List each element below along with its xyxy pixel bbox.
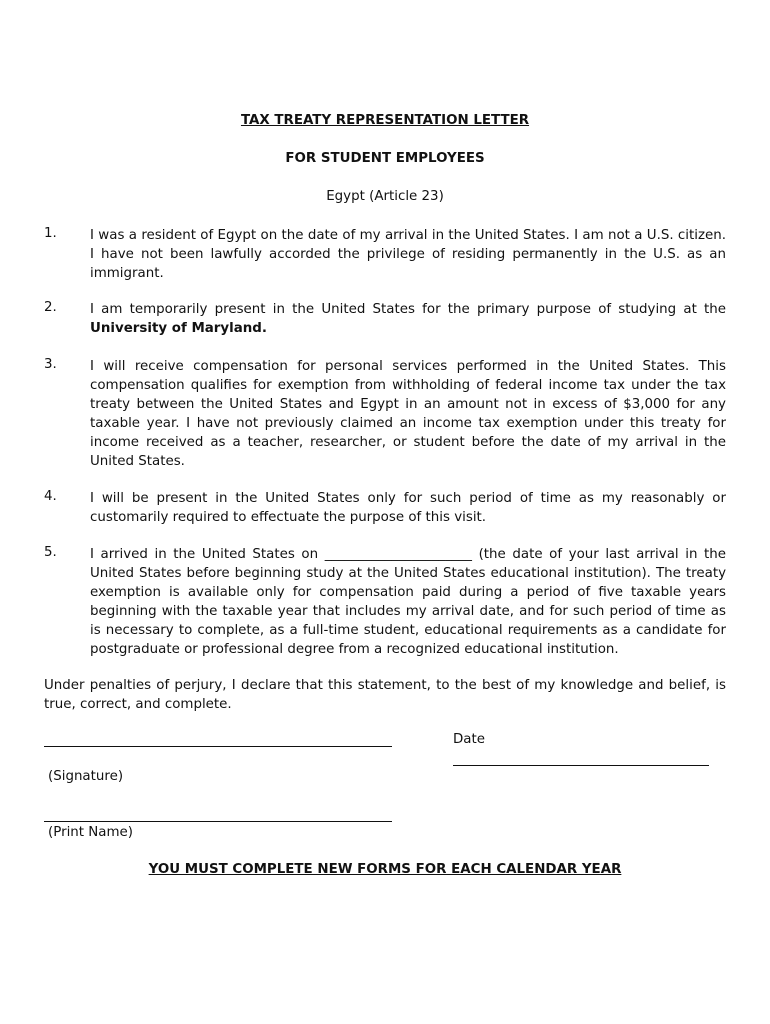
item-number: 3. xyxy=(44,357,57,372)
signature-label: (Signature) xyxy=(48,769,124,784)
document-subtitle: FOR STUDENT EMPLOYEES xyxy=(285,151,485,166)
annual-notice: YOU MUST COMPLETE NEW FORMS FOR EACH CALENDAR YEAR xyxy=(148,862,622,877)
item-text: I will receive compensation for personal services performed in the United States. This compensation qualifies for exemption from withholding of federal income tax under the tax treaty between the United States and Egypt in an amount not in excess of $3,000 for any taxable year. I have not previously claimed an income tax exemption under this treaty for income received as a teacher, researcher, or student before the date of my arrival in the United States. xyxy=(90,359,726,469)
item-text-after: . xyxy=(261,321,267,336)
item-number: 1. xyxy=(44,226,57,241)
item-text: I will be present in the United States only for such period of time as my reasonably or customarily required to effectuate the purpose of this visit. xyxy=(90,491,726,525)
treaty-country: Egypt (Article 23) xyxy=(326,189,444,204)
item-number: 2. xyxy=(44,300,57,315)
item-text: I arrived in the United States on ______________________ (the date of your last arrival in the United States before beginning study at the United States educational institution). The treaty exemption is available only for compensation paid during a period of five taxable years beginning with the taxable year that includes my arrival date, and for such period of time as is necessary to complete, as a full-time student, educational requirements as a candidate for postgraduate or professional degree from a recognized educational institution. xyxy=(90,547,726,657)
institution-name: University of Maryland xyxy=(90,321,262,336)
signature-line[interactable] xyxy=(44,746,392,747)
perjury-declaration: Under penalties of perjury, I declare that this statement, to the best of my knowledge and belief, is true, correct, and complete. xyxy=(44,678,726,712)
print-name-label: (Print Name) xyxy=(48,825,134,840)
document-title: TAX TREATY REPRESENTATION LETTER xyxy=(240,113,530,128)
item-number: 5. xyxy=(44,545,57,560)
date-line[interactable] xyxy=(453,765,709,766)
print-name-line[interactable] xyxy=(44,821,392,822)
item-text xyxy=(90,300,726,338)
item-text: I was a resident of Egypt on the date of my arrival in the United States. I am not a U.S. citizen. I have not been lawfully accorded the privilege of residing permanently in the U.S. as an immigrant. xyxy=(90,228,726,281)
item-text-before: I am temporarily present in the United States for the primary purpose of studying at the xyxy=(90,302,726,317)
item-number: 4. xyxy=(44,489,57,504)
date-label: Date xyxy=(453,732,486,747)
